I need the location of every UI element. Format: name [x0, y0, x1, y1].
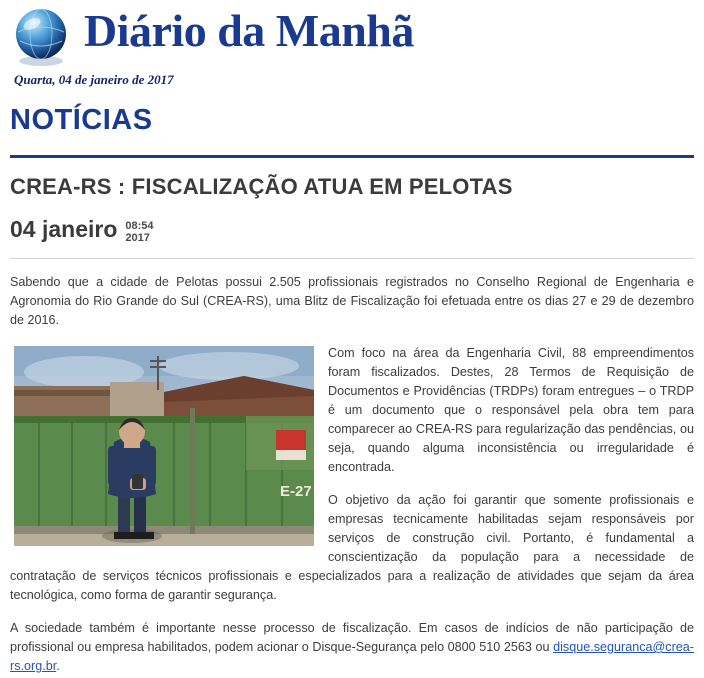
globe-sphere-icon	[10, 6, 72, 68]
article-body-with-photo	[10, 344, 694, 605]
article-photo	[14, 346, 314, 546]
article	[0, 174, 704, 676]
article-paragraph-2: O objetivo da ação foi garantir que somente profissionais e empresas tecnicamente habilitadas sejam responsáveis por serviços de construção civil. Portanto, é fundamental a conscientização da população para a necessidade de contratação de serviços técnicos profissionais e especializados para a realização de atividades que sejam da área tecnológica, como forma de garantir segurança.	[10, 493, 694, 602]
article-paragraph-1: Com foco na área da Engenharia Civil, 88 empreendimentos foram fiscalizados. Destes, 28 Termos de Requisição de Documentos e Providências (TRDPs) foram entregues – o TRDP é um documento que o responsável pela obra tem para comparecer ao CREA-RS para regularização das pendências, ou seja, quando alguma inconsistência ou irregularidade é encontrada.	[328, 346, 694, 474]
article-lead-paragraph: Sabendo que a cidade de Pelotas possui 2.505 profissionais registrados no Conselho Regional de Engenharia e Agronomia do Rio Grande do Sul (CREA-RS), uma Blitz de Fiscalização foi efetuada entre os dias 27 e 29 de dezembro de 2016.	[10, 275, 694, 327]
svg-text:E-27: E-27	[280, 483, 312, 500]
section-title: NOTÍCIAS	[10, 104, 153, 136]
article-year: 2017	[125, 232, 150, 244]
disque-seguranca-email-link[interactable]: disque.seguranca@crea-rs.org.br	[10, 640, 694, 673]
article-time: 08:54	[125, 220, 154, 232]
article-headline: CREA-RS : FISCALIZAÇÃO ATUA EM PELOTAS	[10, 174, 513, 199]
closing-text-before-link: A sociedade também é importante nesse processo de fiscalização. Em casos de indícios de não participação de profissional ou empresa habilitados, podem acionar o Disque-Segurança pelo 0800 510 2563 ou	[10, 621, 694, 654]
masthead	[0, 0, 704, 92]
masthead-title: Diário da Manhã	[84, 5, 414, 56]
dateline-divider	[10, 258, 694, 259]
article-closing-paragraph	[10, 619, 694, 676]
section-divider	[10, 155, 694, 158]
article-date-day: 04 janeiro	[10, 216, 118, 242]
masthead-date: Quarta, 04 de janeiro de 2017	[14, 72, 174, 87]
article-dateline	[10, 216, 694, 244]
closing-text-after-link: .	[56, 659, 60, 673]
article-time-year	[125, 220, 153, 244]
